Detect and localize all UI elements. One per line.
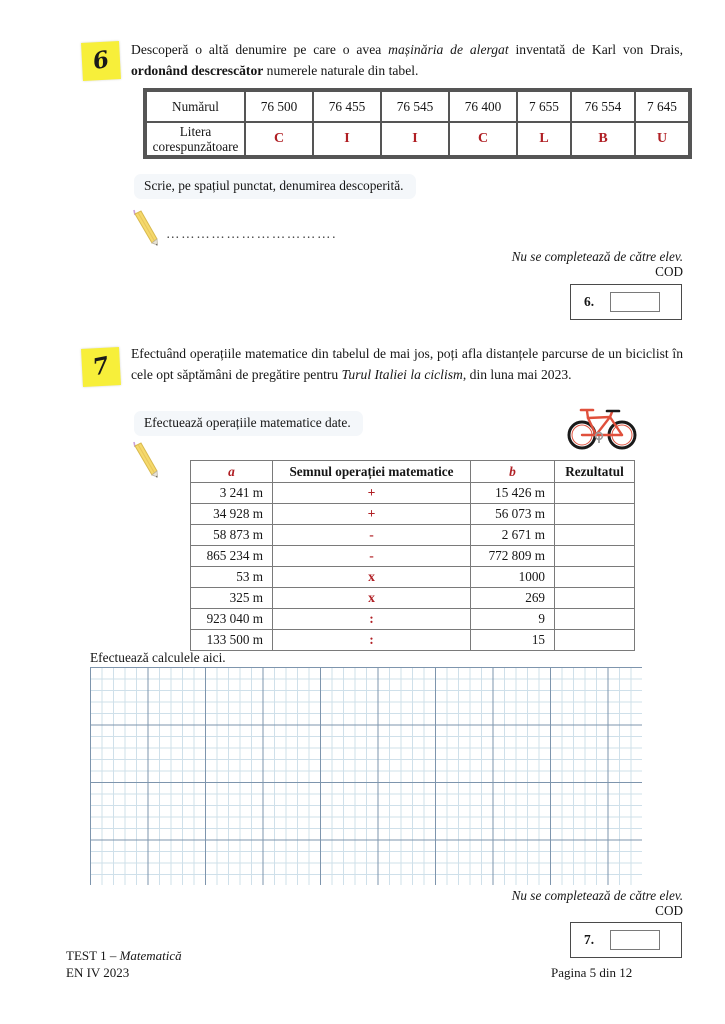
result-input[interactable] (555, 630, 635, 651)
letter-cell: L (518, 123, 570, 155)
row-label-litera: Litera corespunzătoare (147, 123, 244, 155)
answer-dotted-line[interactable]: ……………………………. (166, 226, 338, 241)
letter-cell: I (382, 123, 448, 155)
table-row (191, 609, 635, 630)
number-cell: 76 455 (314, 92, 380, 121)
q6-prompt-part3: numerele naturale din tabel. (263, 62, 419, 78)
number-cell: 76 400 (450, 92, 516, 121)
question-7-number: 7 (90, 351, 112, 382)
pencil-icon (128, 206, 164, 246)
operand-a: 923 040 m (191, 609, 273, 630)
operand-a: 325 m (191, 588, 273, 609)
operand-a: 3 241 m (191, 483, 273, 504)
operation-sign: - (273, 525, 471, 546)
operations-table (190, 460, 635, 651)
table-row (191, 567, 635, 588)
q7-cod-box (570, 922, 682, 958)
operand-a: 58 873 m (191, 525, 273, 546)
q6-prompt-bold: ordonând descrescător (131, 62, 264, 78)
operation-sign: + (273, 504, 471, 525)
question-6-badge (81, 41, 121, 81)
q7-cod-label: COD (655, 903, 683, 918)
q6-not-filled-note: Nu se completează de către elev. (511, 249, 683, 264)
col-header-a: a (191, 461, 273, 483)
operand-b: 15 (471, 630, 555, 651)
letter-cell: C (450, 123, 516, 155)
q7-not-filled-note: Nu se completează de către elev. (511, 888, 683, 903)
q6-cod-label: COD (655, 264, 683, 279)
q7-cod-number: 7. (584, 932, 595, 947)
question-6-number: 6 (90, 45, 112, 76)
number-cell: 7 655 (518, 92, 570, 121)
result-input[interactable] (555, 546, 635, 567)
question-6-prompt (131, 40, 683, 81)
operation-sign: x (273, 567, 471, 588)
question-6-hint: Scrie, pe spațiul punctat, denumirea descoperită. (134, 174, 416, 199)
result-input[interactable] (555, 567, 635, 588)
operand-b: 2 671 m (471, 525, 555, 546)
operation-sign: : (273, 630, 471, 651)
operation-sign: - (273, 546, 471, 567)
footer-test-prefix: TEST 1 – (66, 948, 120, 963)
table-row (191, 588, 635, 609)
footer-test-subject: Matematică (119, 948, 182, 963)
col-header-sign: Semnul operației matematice (273, 461, 471, 483)
operand-b: 269 (471, 588, 555, 609)
result-input[interactable] (555, 504, 635, 525)
question-7-badge (81, 347, 121, 387)
q6-prompt-part2: inventată de Karl von Drais, (508, 42, 683, 57)
letter-cell: B (572, 123, 634, 155)
q7-prompt-part1: Efectuând operațiile matematice din tabelul de mai jos, poți afla distanțele parcurse de un biciclist în cele opt săptămâni de pregătire pentru (131, 346, 683, 382)
table-row (147, 92, 688, 121)
operand-a: 865 234 m (191, 546, 273, 567)
q6-cod-box (570, 284, 682, 320)
table-row (191, 546, 635, 567)
bicycle-icon (566, 402, 638, 450)
q6-cod-number: 6. (584, 294, 595, 309)
number-cell: 76 500 (246, 92, 312, 121)
table-row (191, 525, 635, 546)
q6-prompt-italic: mașinăria de alergat (388, 42, 509, 57)
pencil-icon (128, 438, 164, 478)
row-label-numarul: Numărul (147, 92, 244, 121)
question-7-prompt (131, 344, 683, 385)
numbers-letters-table (143, 88, 692, 159)
table-header-row (191, 461, 635, 483)
operand-b: 772 809 m (471, 546, 555, 567)
number-cell: 76 554 (572, 92, 634, 121)
operand-b: 9 (471, 609, 555, 630)
q7-prompt-part2: , din luna mai 2023. (462, 366, 572, 382)
operand-a: 34 928 m (191, 504, 273, 525)
operand-b: 56 073 m (471, 504, 555, 525)
result-input[interactable] (555, 483, 635, 504)
col-header-b: b (471, 461, 555, 483)
number-cell: 76 545 (382, 92, 448, 121)
letter-cell: C (246, 123, 312, 155)
scratch-graph-paper[interactable] (90, 667, 642, 885)
footer-exam-line: EN IV 2023 (66, 964, 130, 980)
scratch-area-label: Efectuează calculele aici. (90, 650, 226, 665)
q6-prompt-part1: Descoperă o altă denumire pe care o avea (131, 42, 389, 57)
table-row (147, 123, 688, 155)
operand-a: 133 500 m (191, 630, 273, 651)
q7-cod-input[interactable] (610, 930, 660, 950)
result-input[interactable] (555, 588, 635, 609)
footer-test-line (66, 948, 182, 965)
operation-sign: x (273, 588, 471, 609)
col-header-result: Rezultatul (555, 461, 635, 483)
question-7-hint: Efectuează operațiile matematice date. (134, 411, 363, 436)
letter-cell: I (314, 123, 380, 155)
operand-a: 53 m (191, 567, 273, 588)
operand-b: 1000 (471, 567, 555, 588)
result-input[interactable] (555, 609, 635, 630)
q6-cod-input[interactable] (610, 292, 660, 312)
operand-b: 15 426 m (471, 483, 555, 504)
result-input[interactable] (555, 525, 635, 546)
operation-sign: : (273, 609, 471, 630)
letter-cell: U (636, 123, 688, 155)
table-row (191, 504, 635, 525)
footer-page-number: Pagina 5 din 12 (551, 965, 633, 980)
q7-prompt-italic: Turul Italiei la ciclism (341, 366, 463, 382)
number-cell: 7 645 (636, 92, 688, 121)
operation-sign: + (273, 483, 471, 504)
table-row (191, 483, 635, 504)
footer-left (66, 948, 182, 981)
